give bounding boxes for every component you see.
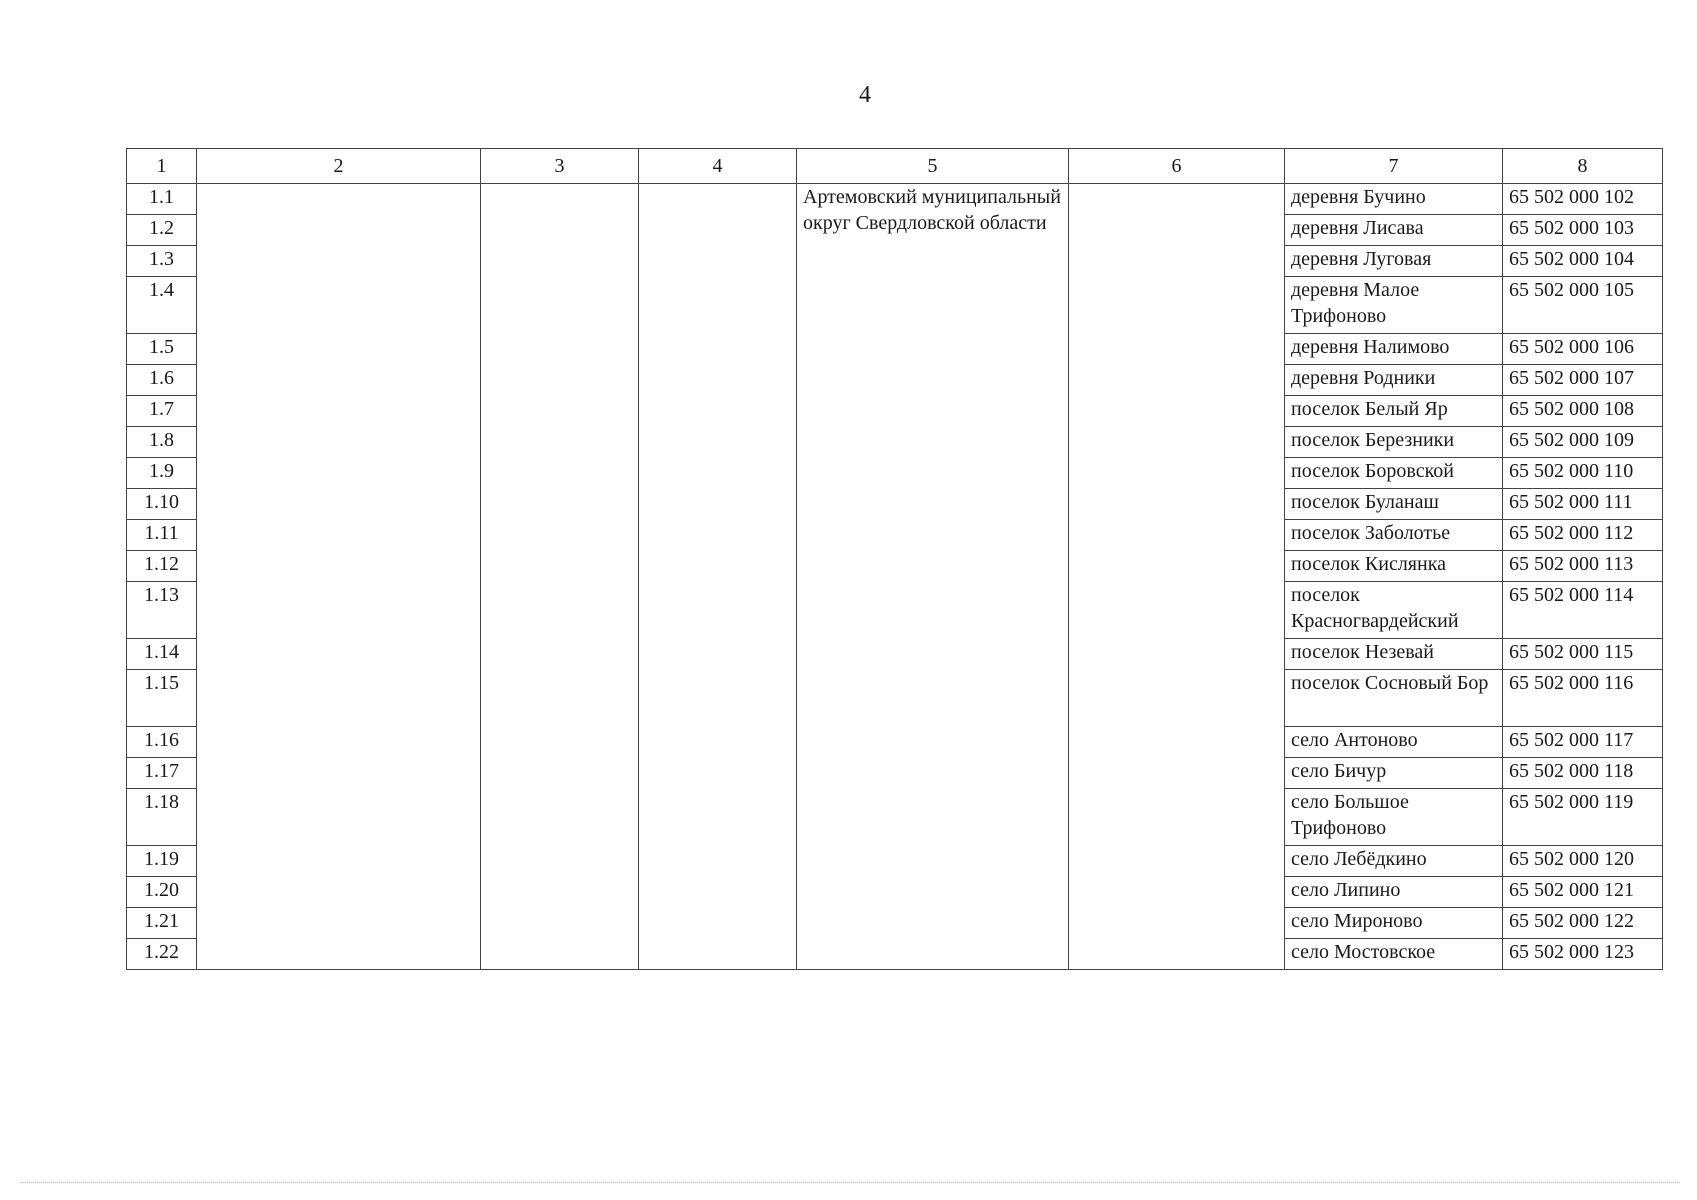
settlement-name: село Мироново: [1285, 908, 1503, 939]
oktmo-code: 65 502 000 122: [1503, 908, 1663, 939]
column-header-2: 2: [197, 149, 481, 184]
district-cell: Артемовский муниципальный округ Свердловской области: [797, 184, 1069, 970]
row-number: 1.22: [127, 939, 197, 970]
oktmo-code: 65 502 000 109: [1503, 427, 1663, 458]
column-header-5: 5: [797, 149, 1069, 184]
oktmo-code: 65 502 000 114: [1503, 582, 1663, 639]
row-number: 1.19: [127, 846, 197, 877]
row-number: 1.21: [127, 908, 197, 939]
oktmo-code: 65 502 000 118: [1503, 758, 1663, 789]
oktmo-code: 65 502 000 107: [1503, 365, 1663, 396]
settlement-name: поселок Сосновый Бор: [1285, 670, 1503, 727]
table-row: [127, 184, 1663, 215]
column-header-8: 8: [1503, 149, 1663, 184]
row-number: 1.10: [127, 489, 197, 520]
settlement-name: поселок Боровской: [1285, 458, 1503, 489]
column-header-1: 1: [127, 149, 197, 184]
row-number: 1.12: [127, 551, 197, 582]
oktmo-code: 65 502 000 123: [1503, 939, 1663, 970]
settlement-name: село Большое Трифоново: [1285, 789, 1503, 846]
oktmo-code: 65 502 000 120: [1503, 846, 1663, 877]
settlement-name: поселок Кислянка: [1285, 551, 1503, 582]
oktmo-code: 65 502 000 108: [1503, 396, 1663, 427]
settlement-name: деревня Налимово: [1285, 334, 1503, 365]
registry-table: [126, 148, 1663, 970]
settlement-name: село Липино: [1285, 877, 1503, 908]
page-number: 4: [859, 82, 871, 108]
column-header-4: 4: [639, 149, 797, 184]
oktmo-code: 65 502 000 110: [1503, 458, 1663, 489]
row-number: 1.4: [127, 277, 197, 334]
oktmo-code: 65 502 000 102: [1503, 184, 1663, 215]
row-number: 1.2: [127, 215, 197, 246]
column-header-7: 7: [1285, 149, 1503, 184]
row-number: 1.20: [127, 877, 197, 908]
row-number: 1.5: [127, 334, 197, 365]
row-number: 1.6: [127, 365, 197, 396]
column-header-3: 3: [481, 149, 639, 184]
settlement-name: село Бичур: [1285, 758, 1503, 789]
row-number: 1.13: [127, 582, 197, 639]
row-number: 1.18: [127, 789, 197, 846]
row-number: 1.1: [127, 184, 197, 215]
settlement-name: поселок Красногвардейский: [1285, 582, 1503, 639]
row-number: 1.11: [127, 520, 197, 551]
settlement-name: деревня Лисава: [1285, 215, 1503, 246]
settlement-name: поселок Белый Яр: [1285, 396, 1503, 427]
settlement-name: деревня Бучино: [1285, 184, 1503, 215]
settlement-name: деревня Родники: [1285, 365, 1503, 396]
row-number: 1.9: [127, 458, 197, 489]
header-row: [127, 149, 1663, 184]
row-number: 1.3: [127, 246, 197, 277]
oktmo-code: 65 502 000 103: [1503, 215, 1663, 246]
page-bottom-rule: [20, 1182, 1680, 1183]
column-header-6: 6: [1069, 149, 1285, 184]
settlement-name: деревня Луговая: [1285, 246, 1503, 277]
settlement-name: поселок Заболотье: [1285, 520, 1503, 551]
settlement-name: село Лебёдкино: [1285, 846, 1503, 877]
oktmo-code: 65 502 000 104: [1503, 246, 1663, 277]
settlement-name: поселок Березники: [1285, 427, 1503, 458]
oktmo-code: 65 502 000 105: [1503, 277, 1663, 334]
settlement-name: поселок Незевай: [1285, 639, 1503, 670]
settlement-name: село Мостовское: [1285, 939, 1503, 970]
table-body: [127, 184, 1663, 970]
settlement-name: деревня Малое Трифоново: [1285, 277, 1503, 334]
oktmo-code: 65 502 000 116: [1503, 670, 1663, 727]
oktmo-code: 65 502 000 111: [1503, 489, 1663, 520]
column-6-cell: [1069, 184, 1285, 970]
row-number: 1.16: [127, 727, 197, 758]
oktmo-code: 65 502 000 119: [1503, 789, 1663, 846]
oktmo-code: 65 502 000 113: [1503, 551, 1663, 582]
settlement-name: поселок Буланаш: [1285, 489, 1503, 520]
row-number: 1.15: [127, 670, 197, 727]
row-number: 1.14: [127, 639, 197, 670]
oktmo-code: 65 502 000 121: [1503, 877, 1663, 908]
column-4-cell: [639, 184, 797, 970]
row-number: 1.8: [127, 427, 197, 458]
oktmo-code: 65 502 000 112: [1503, 520, 1663, 551]
settlement-name: село Антоново: [1285, 727, 1503, 758]
oktmo-code: 65 502 000 106: [1503, 334, 1663, 365]
oktmo-code: 65 502 000 117: [1503, 727, 1663, 758]
column-2-cell: [197, 184, 481, 970]
oktmo-code: 65 502 000 115: [1503, 639, 1663, 670]
column-3-cell: [481, 184, 639, 970]
row-number: 1.7: [127, 396, 197, 427]
row-number: 1.17: [127, 758, 197, 789]
table-header: [127, 149, 1663, 184]
